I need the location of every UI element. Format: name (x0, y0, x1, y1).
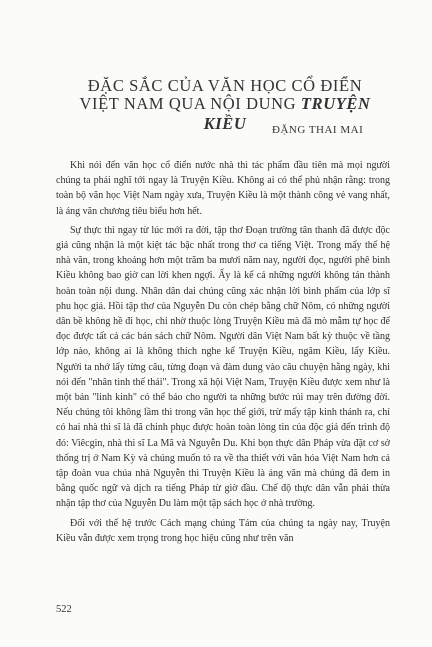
article-title-prefix: VIỆT NAM QUA NỘI DUNG (79, 94, 301, 113)
body-paragraph: Đối với thế hệ trước Cách mạng chúng Tám của chúng ta ngày nay, Truyện Kiều vẫn được xem trọng trong học hiệu cũng như trên văn (56, 517, 390, 544)
body-paragraph: Khi nói đến văn học cổ điển nước nhà thì tác phẩm đầu tiên mà mọi người chúng ta phải nghĩ tới ngay là Truyện Kiều. Không ai có thể phủ nhận rằng: trong toàn bộ văn học Việt Nam ngày xưa, Truyện Kiều là một thành công vẻ vang nhất, là áng văn chương tiêu biểu hơn hết. (56, 160, 390, 217)
page-number: 522 (56, 604, 72, 615)
article-body (56, 158, 390, 550)
article-title-line-1: ĐẶC SẮC CỦA VĂN HỌC CỔ ĐIỂN (87, 76, 363, 95)
article-title-emphasis: TRUYỆN KIỀU (203, 94, 371, 133)
article-author: ĐẶNG THAI MAI (272, 124, 364, 136)
body-paragraph: Sự thực thì ngay từ lúc mới ra đời, tập thơ Đoạn trường tân thanh đã được độc giả cũng nhận là một kiệt tác bậc nhất trong thơ ca tiếng Việt. Trong mấy thế hệ nhà văn, trong khoảng hơn một trăm ba mươi năm nay, người đọc, người phê bình Kiều không bao giờ can lời khen ngợi. Ấy là kể cả những người không tán thành hoàn toàn nội dung. Nhân dân dai chúng cũng xác nhận lời bình phẩm của lớp sĩ phu học giả. Hồi tập thơ của Nguyễn Du còn chép bằng chữ Nôm, có những người dân bề không hề đi học, chỉ nhờ thuộc lòng Truyện Kiều mà đã mò mẫm tự học để đọc được tất cả các bản sách chữ Nôm. Người dân Việt Nam bất kỳ thuộc về tầng lớp nào, không ai là không thích nghe kể Truyện Kiều, ngâm Kiều, lẩy Kiều. Người ta nhớ lẩy từng câu, từng đoạn và đàm dung vào câu chuyện hằng ngày, khi nói đến "nhân tình thế thái". Trong xã hội Việt Nam, Truyện Kiều được xem như là một bản "linh kinh" có thể báo cho người ta những bước rủi may trên đường đời. Nếu chúng tôi không lầm thì trong văn học thế giới, trừ mấy tập kinh thánh ra, chỉ có hai nhà thi sĩ là đã chinh phục được hoàn toàn lòng tin của độc giả đến trình độ đó: Viêcgin, nhà thi sĩ La Mã và Nguyễn Du. Khi bọn thực dân Pháp vừa đặt cơ sở thống trị ở Nam Kỳ và chúng muốn tỏ ra về tha thiết với văn hóa Việt Nam hơn cả tập đoàn vua chúa nhà Nguyễn thì Truyện Kiều là áng văn mà chúng đã đem in bằng quốc ngữ và dịch ra tiếng Pháp từ giờ đầu. Chế độ thực dân vẫn phải thừa nhận tập thơ của Nguyễn Du làm một tập sách học ở nhà trường. (56, 224, 390, 510)
